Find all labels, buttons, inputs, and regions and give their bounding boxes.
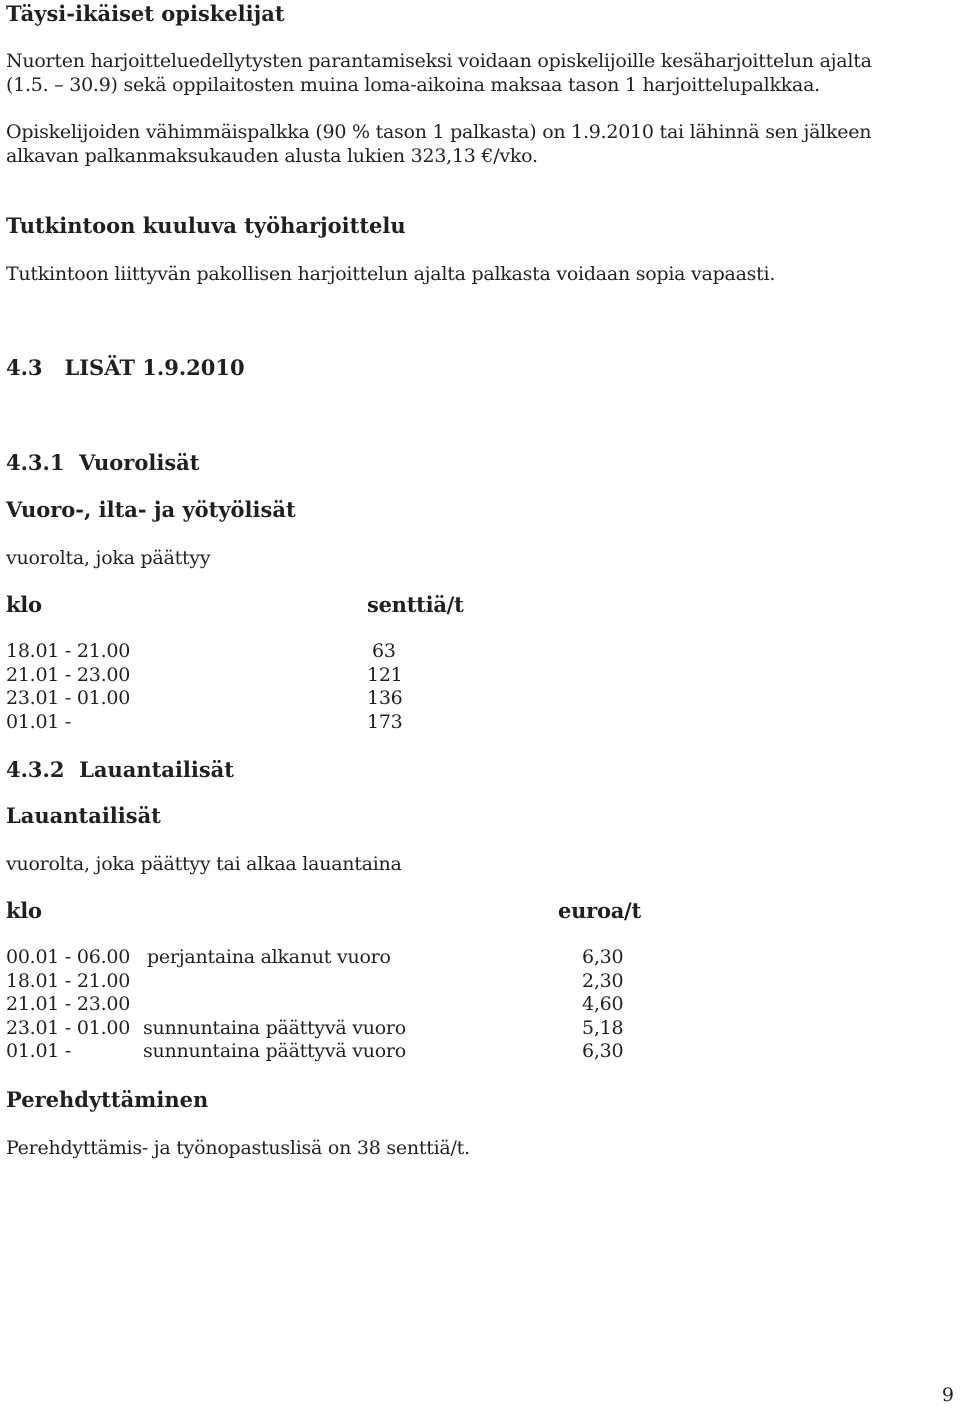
heading-shift-allowances: 4.3.1 Vuorolisät (6, 450, 200, 475)
time-cell: 01.01 - (6, 710, 72, 733)
time-cell: 21.01 - 23.00 (6, 663, 131, 686)
paragraph-line: Nuorten harjoitteluedellytysten parantamiseksi voidaan opiskelijoille kesäharjoittelun ajalta (6, 50, 872, 72)
page-number: 9 (941, 1384, 954, 1406)
paragraph-minimum-wage (6, 120, 871, 168)
column-header-klo: klo (6, 592, 42, 617)
value-cell: 2,30 (582, 969, 624, 992)
value-cell: 136 (367, 687, 403, 709)
paragraph-line: alkavan palkanmaksukauden alusta lukien 323,13 €/vko. (6, 145, 538, 167)
heading-saturday-allowances: 4.3.2 Lauantailisät (6, 757, 234, 782)
value-cell: 6,30 (582, 946, 624, 968)
note-cell: sunnuntaina päättyvä vuoro (143, 1040, 406, 1062)
value-cell: 4,60 (582, 993, 624, 1015)
time-cell: 01.01 - (6, 1040, 72, 1062)
note-cell: sunnuntaina päättyvä vuoro (143, 1016, 406, 1039)
paragraph-induction: Perehdyttämis- ja työnopastuslisä on 38 senttiä/t. (6, 1137, 470, 1159)
paragraph-line: (1.5. – 30.9) sekä oppilaitosten muina loma-aikoina maksaa tason 1 harjoittelupalkkaa. (6, 74, 820, 96)
value-cell: 5,18 (582, 1016, 624, 1039)
note-cell: perjantaina alkanut vuoro (147, 946, 391, 968)
value-cell: 6,30 (582, 1040, 624, 1062)
time-cell: 21.01 - 23.00 (6, 993, 131, 1015)
shift-intro-text: vuorolta, joka päättyy (6, 547, 211, 569)
heading-adult-students: Täysi-ikäiset opiskelijat (6, 1, 285, 26)
time-cell: 18.01 - 21.00 (6, 969, 131, 992)
paragraph-degree-training: Tutkintoon liittyvän pakollisen harjoittelun ajalta palkasta voidaan sopia vapaasti. (6, 263, 776, 285)
saturday-intro-text: vuorolta, joka päättyy tai alkaa lauantaina (6, 853, 402, 875)
column-header-cents: senttiä/t (367, 592, 464, 617)
paragraph-line: Opiskelijoiden vähimmäispalkka (90 % tason 1 palkasta) on 1.9.2010 tai lähinnä sen jälkeen (6, 121, 872, 143)
time-cell: 23.01 - 01.00 (6, 687, 131, 709)
value-cell: 121 (367, 663, 403, 686)
time-cell: 18.01 - 21.00 (6, 640, 131, 662)
heading-degree-training: Tutkintoon kuuluva työharjoittelu (6, 213, 406, 238)
heading-additions: 4.3 LISÄT 1.9.2010 (6, 355, 245, 380)
value-cell: 63 (372, 640, 396, 662)
column-header-klo: klo (6, 898, 42, 923)
column-header-euros: euroa/t (558, 898, 641, 923)
time-cell: 23.01 - 01.00 (6, 1016, 131, 1039)
time-cell: 00.01 - 06.00 (6, 946, 131, 968)
subheading-saturday-allowances: Lauantailisät (6, 803, 161, 828)
heading-induction: Perehdyttäminen (6, 1087, 209, 1112)
value-cell: 173 (367, 710, 403, 733)
subheading-shift-allowances: Vuoro-, ilta- ja yötyölisät (6, 497, 296, 522)
paragraph-summer-training (6, 49, 872, 97)
